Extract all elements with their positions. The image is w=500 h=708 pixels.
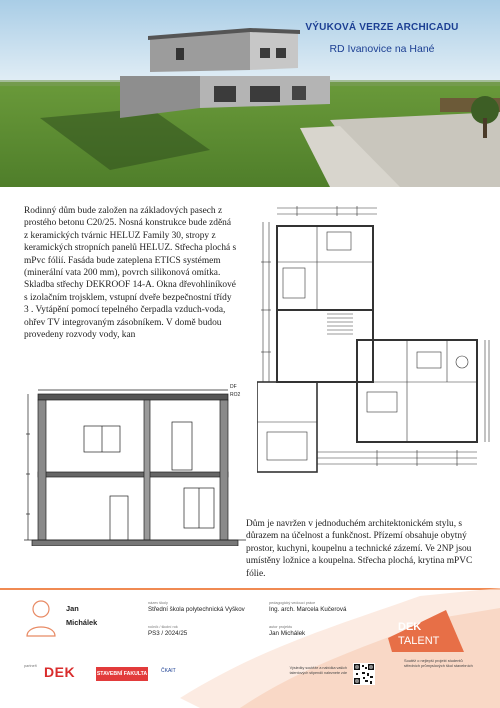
supervisor-value: Ing. arch. Marcela Kučerová (269, 606, 347, 613)
author-label: autor projektu (269, 625, 293, 629)
qr-code-icon[interactable] (353, 663, 375, 685)
construction-description: Rodinný dům bude založen na základových pasech z prostého betonu C20/25. Nosná konstrukce bude zděná z keramických tvárnic HELUZ Family 30, stropy z keramických stropních panelů HELUZ. Střecha plochá s mPvc fólií. Fasáda bude zateplena ETICS systémem (minerální vata 200 mm), povrch silikonová omítka. Skladba střechy DEKROOF 14-A. Okna dřevohliníkové s izolačním trojsklem, vstupní dveře bezpečnostní třídy 3 . Vytápění pomocí tepelného čerpadla vzduch-voda, ohřev TV integrovaným zásobníkem. V domě budou provedeny rozvody vody, kan (24, 206, 237, 341)
class-value: PS3 / 2024/25 (148, 630, 188, 637)
dek-logo: DEK (44, 664, 76, 680)
section-tag-df: DF (230, 384, 237, 390)
floor-plan-drawing (257, 202, 493, 498)
school-value: Střední škola polytechnická Vyškov (148, 606, 245, 613)
author-first-name: Jan (66, 604, 79, 613)
section-drawing (24, 374, 246, 546)
faculty-logo: STAVEBNÍ FAKULTA (96, 667, 148, 681)
section-tag-ro2: RO2 (230, 392, 241, 398)
author-last-name: Michálek (66, 618, 98, 627)
header-subtitle: RD Ivanovice na Hané (329, 43, 435, 55)
class-label: ročník / školní rok (148, 625, 178, 629)
design-description: Dům je navržen v jednoduchém architektonickém stylu, s důrazem na účelnost a funkčnost. Přízemí obsahuje obytný prostor, kuchyni, koupelnu a technické zázemí. Ve 2NP jsou umístěny ložnice a koupelna. Střecha plochá, krytina mPVC fólie. (246, 519, 473, 579)
avatar-icon (24, 598, 58, 638)
dek-talent-line1: DEK (398, 621, 422, 633)
dek-talent-note: Soutěž o nejlepší projekt studentů středních průmyslových škol stavebních (404, 658, 473, 668)
dek-talent-line2: TALENT (398, 635, 440, 647)
supervisor-label: pedagogický vedoucí práce (269, 601, 316, 605)
author-value: Jan Michálek (269, 630, 306, 637)
header-title: VÝUKOVÁ VERZE ARCHICADU (305, 22, 459, 33)
qr-note: Výsledky soutěže a nabídka vašich talentových stipendií naleznete zde (289, 666, 347, 675)
house-render (0, 0, 500, 187)
hero-title-block (302, 22, 462, 55)
partners-label: partneři (24, 664, 37, 668)
author-name (66, 602, 97, 630)
ckait-logo: ČKAIT (161, 668, 176, 674)
dek-talent-logo (386, 608, 466, 654)
school-label: název školy (148, 601, 168, 605)
